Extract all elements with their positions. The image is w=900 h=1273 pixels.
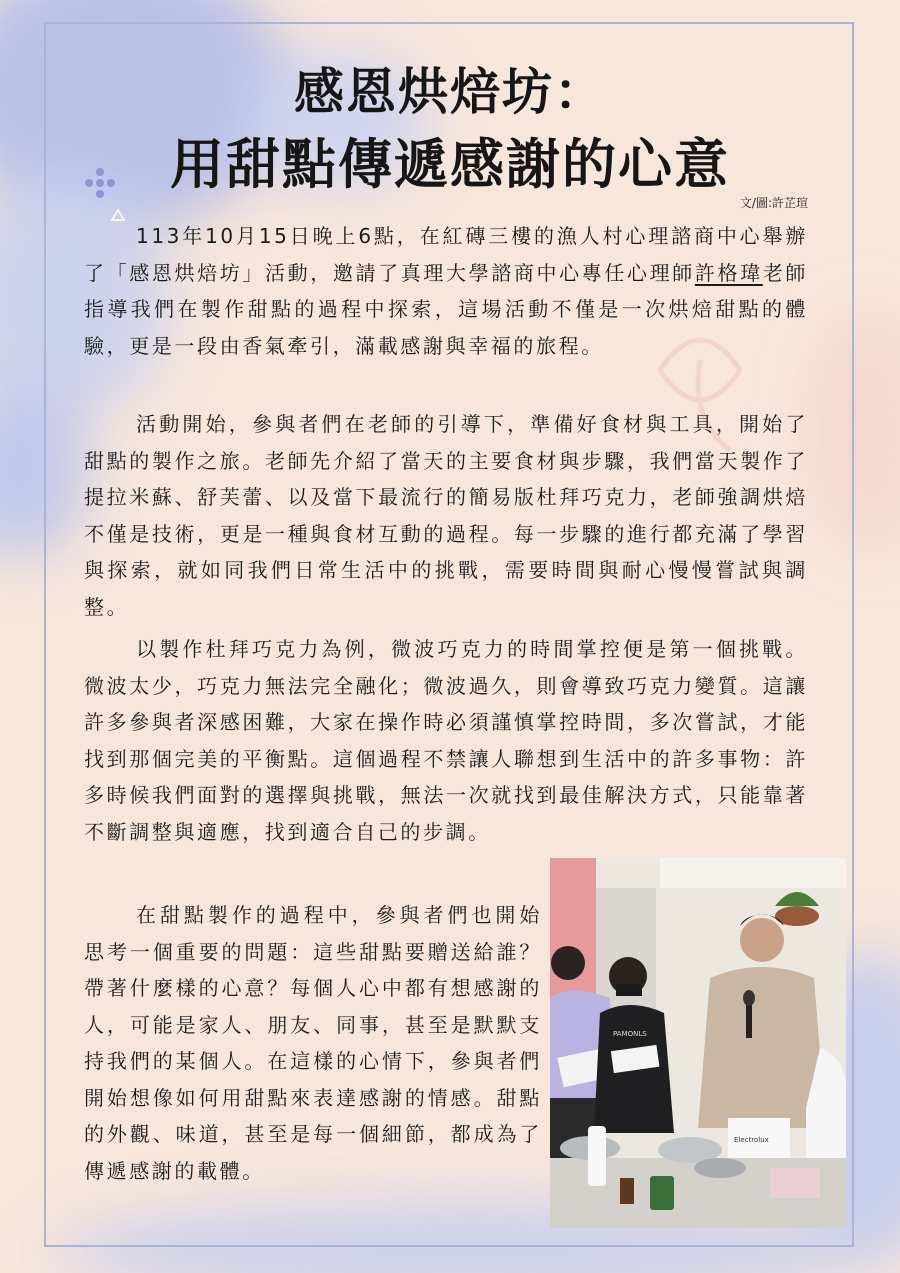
therapist-name: 許格瑋 bbox=[694, 260, 763, 285]
paragraph-1-before: 113年10月15日晚上6點，在紅磚三樓的漁人村心理諮商中心舉辦了「感恩烘焙坊」活動，邀請了真理大學諮商中心專任心理師 bbox=[84, 224, 808, 285]
event-photo bbox=[550, 858, 846, 1228]
paragraph-3: 以製作杜拜巧克力為例，微波巧克力的時間掌控便是第一個挑戰。微波太少，巧克力無法完全融化；微波過久，則會導致巧克力變質。這讓許多參與者深感困難，大家在操作時必須謹慎掌控時間，多次嘗試，才能找到那個完美的平衡點。這個過程不禁讓人聯想到生活中的許多事物：許多時候我們面對的選擇與挑戰，無法一次就找到最佳解決方式，只能靠著不斷調整與適應，找到適合自己的步調。 bbox=[84, 637, 808, 844]
box-text: Electrolux bbox=[734, 1136, 769, 1144]
byline: 文/圖:許芷瑄 bbox=[739, 196, 808, 210]
title-line-1: 感恩烘焙坊： bbox=[294, 62, 606, 121]
shirt-text: PAMONLS bbox=[613, 1030, 647, 1038]
title-line-2: 用甜點傳遞感謝的心意 bbox=[170, 132, 730, 196]
paragraph-2: 活動開始，參與者們在老師的引導下，準備好食材與工具，開始了甜點的製作之旅。老師先介紹了當天的主要食材與步驟，我們當天製作了提拉米蘇、舒芙蕾、以及當下最流行的簡易版杜拜巧克力，老師強調烘焙不僅是技術，更是一種與食材互動的過程。每一步驟的進行都充滿了學習與探索，就如同我們日常生活中的挑戰，需要時間與耐心慢慢嘗試與調整。 bbox=[84, 412, 808, 619]
paragraph-1 bbox=[84, 218, 808, 364]
paragraph-1-after: 老師指導我們在製作甜點的過程中探索，這場活動不僅是一次烘焙甜點的體驗，更是一段由香氣牽引，滿載感謝與幸福的旅程。 bbox=[84, 260, 809, 358]
paragraph-4: 在甜點製作的過程中，參與者們也開始思考一個重要的問題：這些甜點要贈送給誰？帶著什麼樣的心意？每個人心中都有想感謝的人，可能是家人、朋友、同事，甚至是默默支持我們的某個人。在這樣的心情下，參與者們開始想像如何用甜點來表達感謝的情感。甜點的外觀、味道，甚至是每一個細節，都成為了傳遞感謝的載體。 bbox=[84, 903, 542, 1183]
